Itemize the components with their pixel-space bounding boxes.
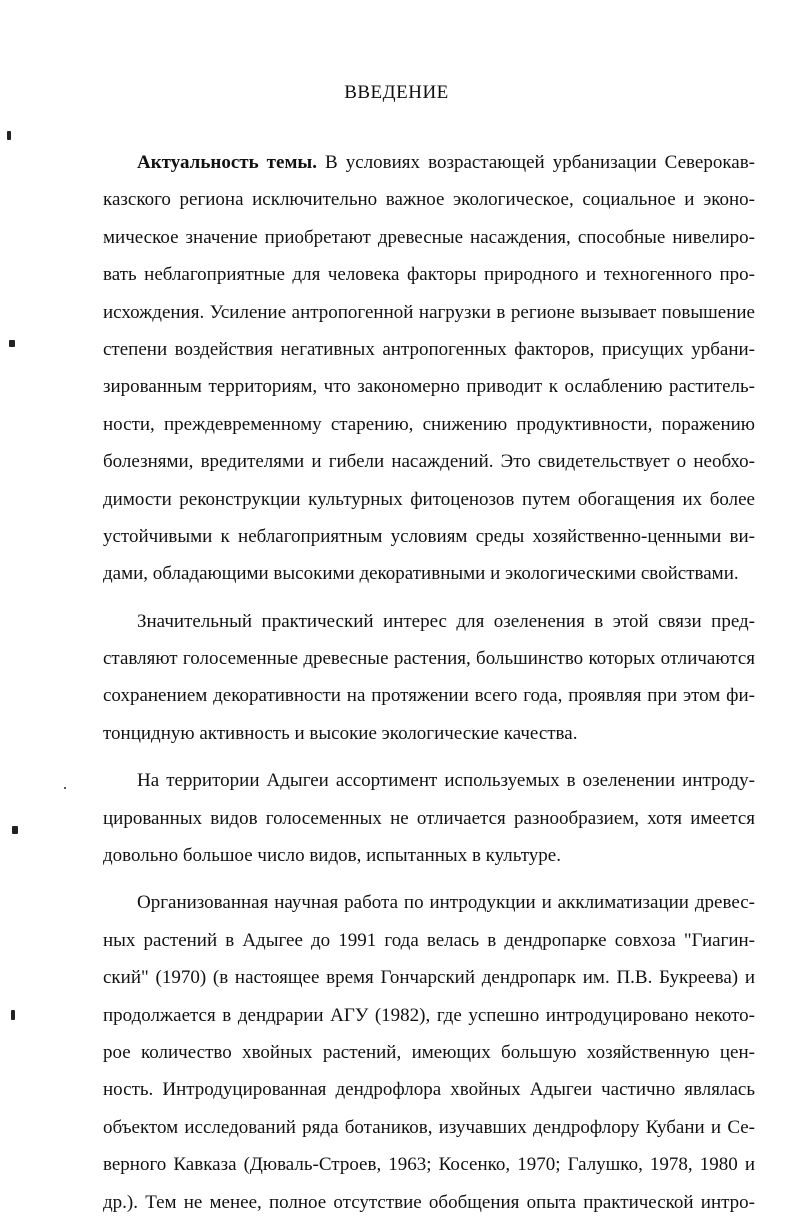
paragraph-line: ность. Интродуцированная дендрофлора хвойных Адыгеи частично являлась bbox=[103, 1079, 755, 1101]
paragraph-line: Значительный практический интерес для озеленения в этой связи пред- bbox=[137, 610, 755, 632]
paragraph-line: др.). Тем не менее, полное отсутствие обобщения опыта практической интро- bbox=[103, 1191, 755, 1213]
scan-speck bbox=[64, 787, 66, 789]
paragraph-line: Организованная научная работа по интродукции и акклиматизации древес- bbox=[137, 892, 755, 914]
bold-lead: Актуальность темы. bbox=[137, 152, 317, 173]
paragraph-line: продолжается в дендрарии АГУ (1982), где успешно интродуцировано некото- bbox=[103, 1004, 755, 1026]
paragraph-line: димости реконструкции культурных фитоценозов путем обогащения их более bbox=[103, 488, 755, 510]
paragraph-line: объектом исследований ряда ботаников, изучавших дендрофлору Кубани и Се- bbox=[103, 1116, 755, 1138]
paragraph-line: дами, обладающими высокими декоративными и экологическими свойствами. bbox=[103, 563, 739, 585]
paragraph-line: вать неблагоприятные для человека факторы природного и техногенного про- bbox=[103, 264, 755, 286]
paragraph-line: болезнями, вредителями и гибели насаждений. Это свидетельствует о необхо- bbox=[103, 451, 755, 473]
paragraph-line: степени воздействия негативных антропогенных факторов, присущих урбани- bbox=[103, 338, 755, 360]
scan-speck bbox=[7, 131, 11, 140]
scan-speck bbox=[11, 1010, 15, 1020]
paragraph-line: ности, преждевременному старению, снижению продуктивности, поражению bbox=[103, 413, 755, 435]
paragraph-line: На территории Адыгеи ассортимент используемых в озеленении интроду- bbox=[137, 770, 755, 792]
paragraph-line: сохранением декоративности на протяжении всего года, проявляя при этом фи- bbox=[103, 685, 755, 707]
paragraph-line: зированным территориям, что закономерно приводит к ослаблению раститель- bbox=[103, 376, 755, 398]
paragraph-line: мическое значение приобретают древесные насаждения, способные нивелиро- bbox=[103, 226, 755, 248]
paragraph-line: цированных видов голосеменных не отличается разнообразием, хотя имеется bbox=[103, 807, 755, 829]
paragraph-line: довольно большое число видов, испытанных в культуре. bbox=[103, 845, 561, 867]
paragraph-line: ных растений в Адыгее до 1991 года велась в дендропарке совхоза "Гиагин- bbox=[103, 929, 755, 951]
paragraph-line: рое количество хвойных растений, имеющих большую хозяйственную цен- bbox=[103, 1041, 755, 1063]
paragraph-line: исхождения. Усиление антропогенной нагрузки в регионе вызывает повышение bbox=[103, 301, 755, 323]
paragraph-line: устойчивыми к неблагоприятным условиям среды хозяйственно-ценными ви- bbox=[103, 525, 755, 547]
scan-speck bbox=[12, 826, 18, 834]
section-heading: ВВЕДЕНИЕ bbox=[344, 82, 449, 103]
paragraph-line: ский" (1970) (в настоящее время Гончарский дендропарк им. П.В. Букреева) и bbox=[103, 967, 755, 989]
paragraph-line: тонцидную активность и высокие экологические качества. bbox=[103, 722, 578, 744]
body-text bbox=[103, 144, 755, 1221]
paragraph-line: казского региона исключительно важное экологическое, социальное и эконо- bbox=[103, 189, 755, 211]
paragraph-line: ставляют голосеменные древесные растения, большинство которых отличаются bbox=[103, 648, 755, 670]
paragraph-line: верного Кавказа (Дюваль-Строев, 1963; Косенко, 1970; Галушко, 1978, 1980 и bbox=[103, 1154, 755, 1176]
scan-speck bbox=[9, 340, 15, 347]
paragraph-line: Актуальность темы. В условиях возрастающей урбанизации Северокав- bbox=[137, 152, 755, 173]
